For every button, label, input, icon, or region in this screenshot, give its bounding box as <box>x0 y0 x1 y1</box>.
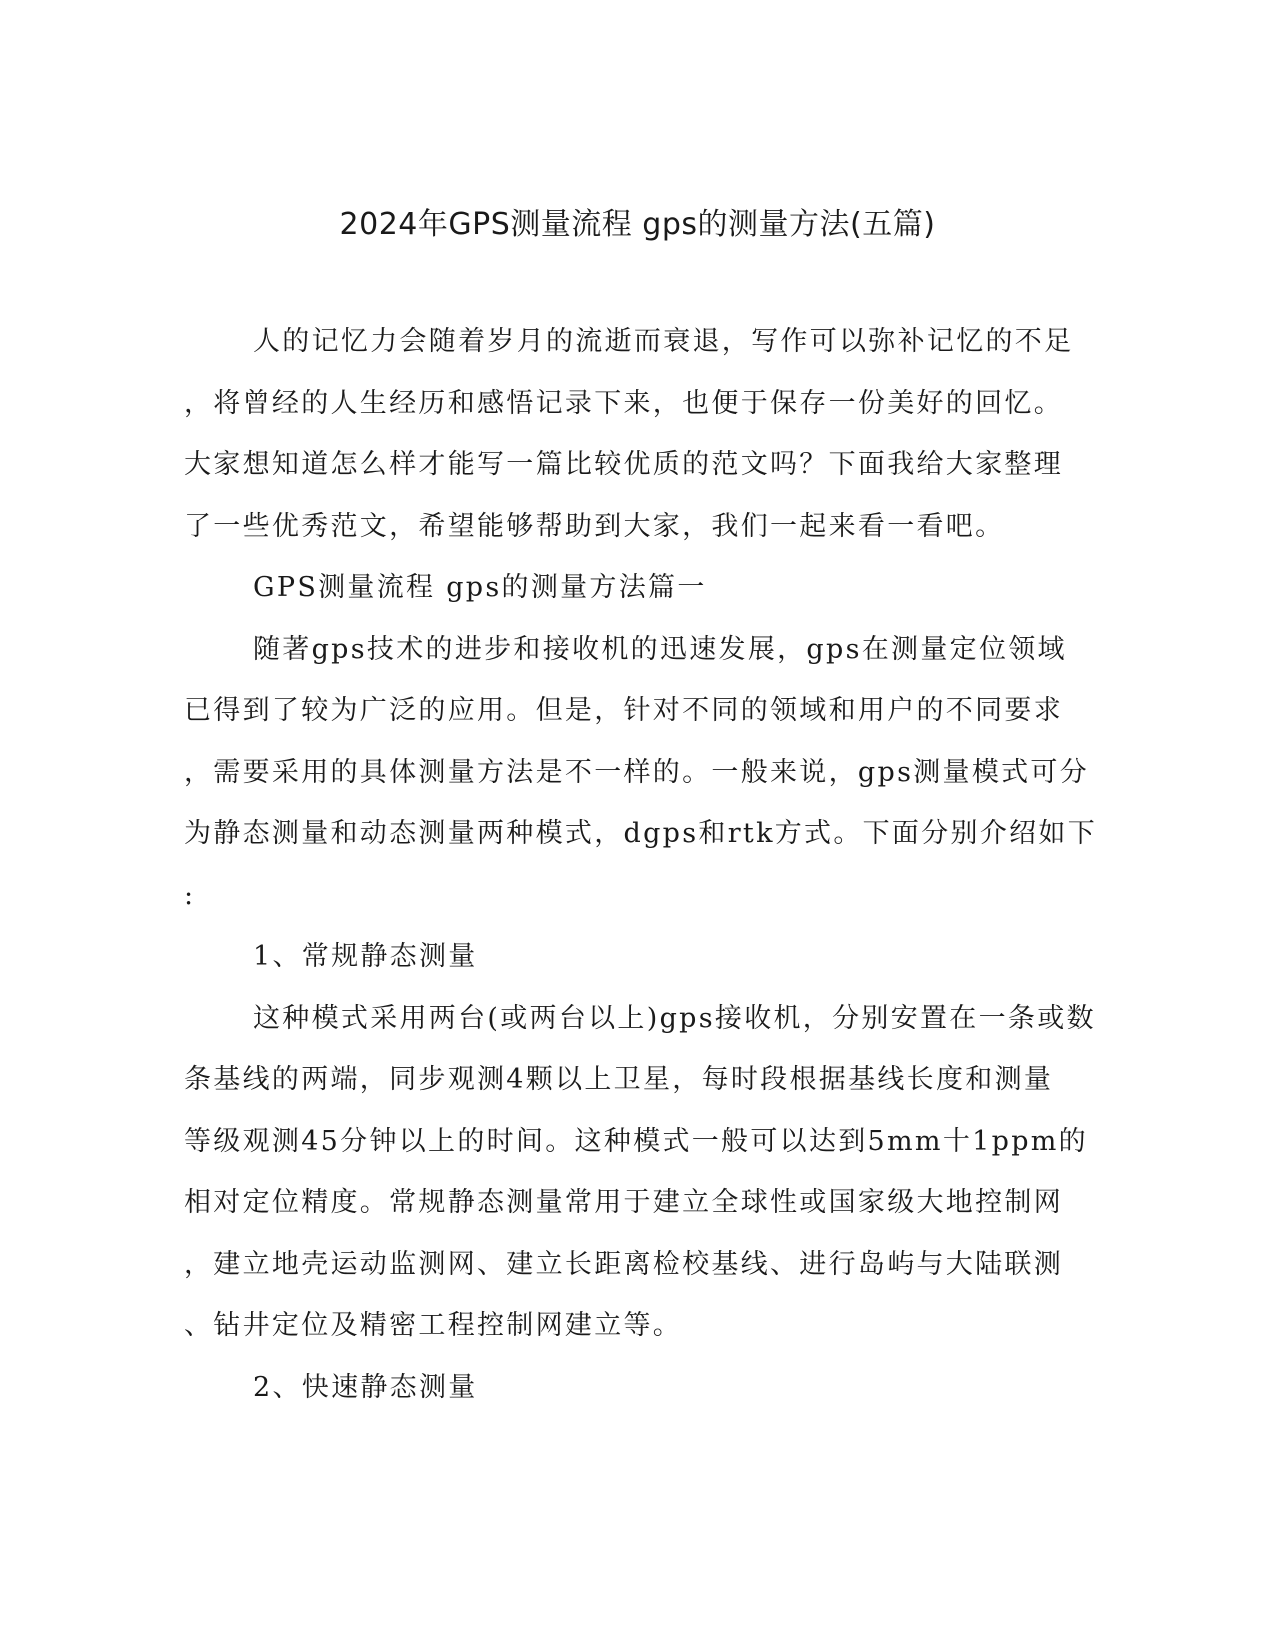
paragraph-line: ，将曾经的人生经历和感悟记录下来，也便于保存一份美好的回忆。 <box>184 387 1063 419</box>
paragraph-line: 随著gps技术的进步和接收机的迅速发展，gps在测量定位领域 <box>253 633 1067 665</box>
subsection-heading: 2、快速静态测量 <box>253 1371 478 1403</box>
paragraph-line: 相对定位精度。常规静态测量常用于建立全球性或国家级大地控制网 <box>184 1187 1063 1218</box>
subsection-heading: 1、常规静态测量 <box>253 941 478 972</box>
document-title: 2024年GPS测量流程 gps的测量方法(五篇) <box>339 207 936 242</box>
paragraph-line: 大家想知道怎么样才能写一篇比较优质的范文吗？下面我给大家整理 <box>184 449 1063 480</box>
paragraph-line: 人的记忆力会随着岁月的流逝而衰退，写作可以弥补记忆的不足 <box>253 326 1074 357</box>
paragraph-line: 已得到了较为广泛的应用。但是，针对不同的领域和用户的不同要求 <box>184 695 1063 726</box>
section-heading: GPS测量流程 gps的测量方法篇一 <box>253 572 707 603</box>
paragraph-line: 、钻井定位及精密工程控制网建立等。 <box>184 1310 683 1341</box>
paragraph-line: ，需要采用的具体测量方法是不一样的。一般来说，gps测量模式可分 <box>184 756 1090 788</box>
document-body <box>184 322 1098 1429</box>
paragraph-line: ，建立地壳运动监测网、建立长距离检校基线、进行岛屿与大陆联测 <box>184 1248 1063 1280</box>
paragraph-line: 等级观测45分钟以上的时间。这种模式一般可以达到5mm十1ppm的 <box>184 1125 1088 1157</box>
paragraph-line: : <box>184 879 196 911</box>
paragraph-line: 为静态测量和动态测量两种模式，dgps和rtk方式。下面分别介绍如下 <box>184 818 1098 849</box>
paragraph-line: 这种模式采用两台(或两台以上)gps接收机，分别安置在一条或数 <box>253 1002 1096 1034</box>
paragraph-line: 条基线的两端，同步观测4颗以上卫星，每时段根据基线长度和测量 <box>184 1064 1054 1095</box>
paragraph-line: 了一些优秀范文，希望能够帮助到大家，我们一起来看一看吧。 <box>184 510 1005 542</box>
